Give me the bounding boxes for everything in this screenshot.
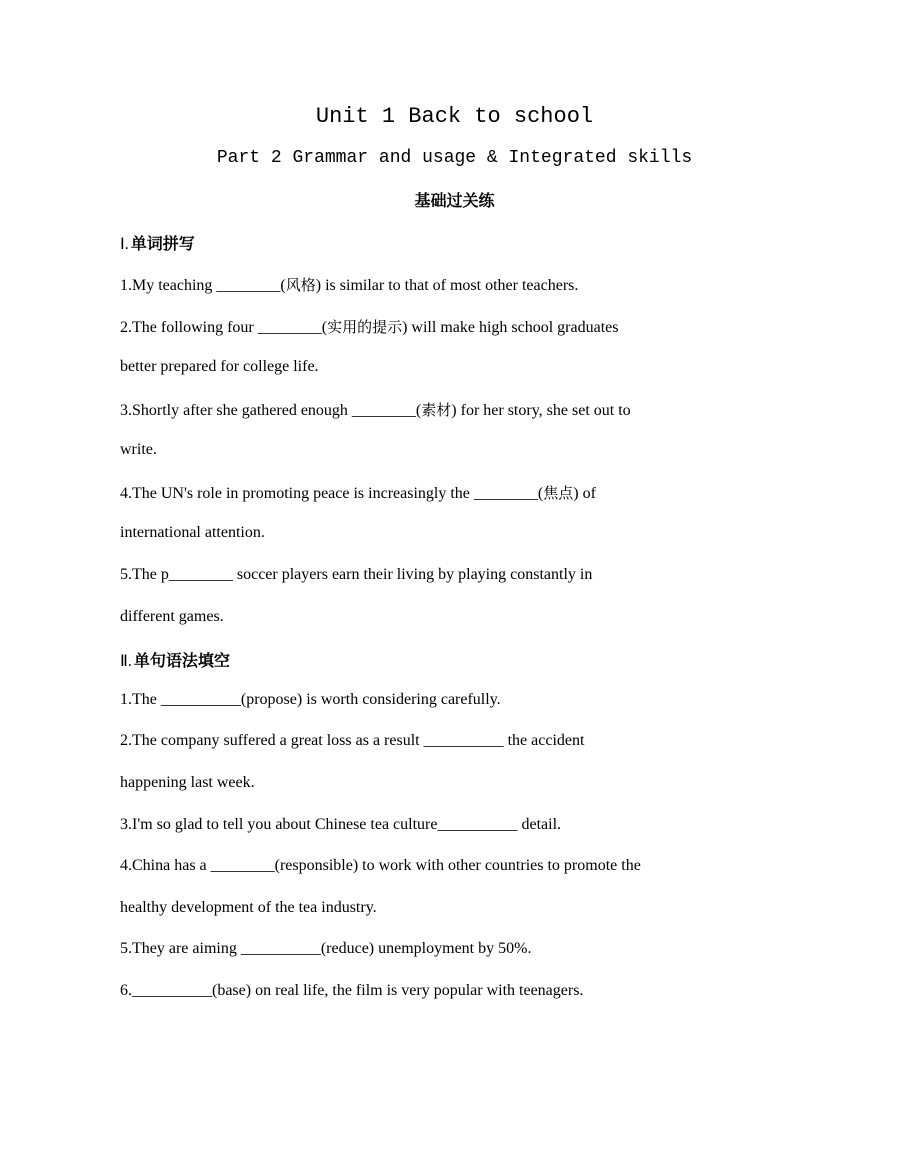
section-number: Ⅱ. bbox=[120, 653, 132, 670]
section-title: 单句语法填空 bbox=[133, 651, 230, 670]
question-text: ) is similar to that of most other teachers. bbox=[315, 277, 579, 294]
chinese-hint: 风格 bbox=[285, 276, 316, 294]
question-line bbox=[120, 523, 265, 543]
question-line bbox=[120, 856, 641, 876]
question-text: happening last week. bbox=[120, 774, 255, 791]
question-text: write. bbox=[120, 441, 157, 458]
question-text: 4.China has a ________(responsible) to work with other countries to promote the bbox=[120, 857, 641, 874]
document-title: Unit 1 Back to school bbox=[315, 104, 594, 129]
document-subtitle: Part 2 Grammar and usage & Integrated skills bbox=[216, 148, 693, 168]
question-text: 2.The company suffered a great loss as a result __________ the accident bbox=[120, 732, 585, 749]
question-text: ) will make high school graduates bbox=[402, 319, 619, 336]
question-text: 3.I'm so glad to tell you about Chinese tea culture__________ detail. bbox=[120, 816, 562, 833]
question-text: 1.My teaching ________( bbox=[120, 277, 286, 294]
question-line bbox=[120, 565, 592, 585]
question-text: ) for her story, she set out to bbox=[451, 402, 631, 419]
question-line bbox=[120, 815, 561, 835]
chinese-hint: 素材 bbox=[421, 401, 452, 419]
question-text: 3.Shortly after she gathered enough ________( bbox=[120, 402, 422, 419]
question-text: 4.The UN's role in promoting peace is increasingly the ________( bbox=[120, 485, 544, 502]
question-text: 1.The __________(propose) is worth considering carefully. bbox=[120, 691, 501, 708]
section-title: 单词拼写 bbox=[130, 234, 195, 253]
question-line bbox=[120, 773, 255, 793]
section-heading bbox=[120, 648, 230, 671]
question-line bbox=[120, 981, 583, 1001]
question-text: 5.The p________ soccer players earn their living by playing constantly in bbox=[120, 566, 593, 583]
section-heading bbox=[120, 231, 195, 254]
question-text: 6.__________(base) on real life, the film is very popular with teenagers. bbox=[120, 982, 584, 999]
exercise-band-title: 基础过关练 bbox=[414, 191, 495, 210]
chinese-hint: 实用的提示 bbox=[327, 318, 403, 336]
section-number: Ⅰ. bbox=[120, 236, 129, 253]
question-text: better prepared for college life. bbox=[120, 358, 319, 375]
question-line bbox=[120, 400, 631, 421]
question-text: 5.They are aiming __________(reduce) unemployment by 50%. bbox=[120, 940, 532, 957]
question-line bbox=[120, 440, 157, 460]
question-text: 2.The following four ________( bbox=[120, 319, 328, 336]
chinese-hint: 焦点 bbox=[543, 484, 574, 502]
question-line bbox=[120, 939, 531, 959]
question-line bbox=[120, 317, 618, 338]
question-line bbox=[120, 607, 224, 627]
question-line bbox=[120, 898, 377, 918]
question-text: different games. bbox=[120, 608, 224, 625]
question-line bbox=[120, 483, 596, 504]
question-text: international attention. bbox=[120, 524, 265, 541]
question-line bbox=[120, 275, 578, 296]
question-text: healthy development of the tea industry. bbox=[120, 899, 377, 916]
question-line bbox=[120, 731, 584, 751]
question-text: ) of bbox=[573, 485, 596, 502]
question-line bbox=[120, 357, 319, 377]
question-line bbox=[120, 690, 501, 710]
